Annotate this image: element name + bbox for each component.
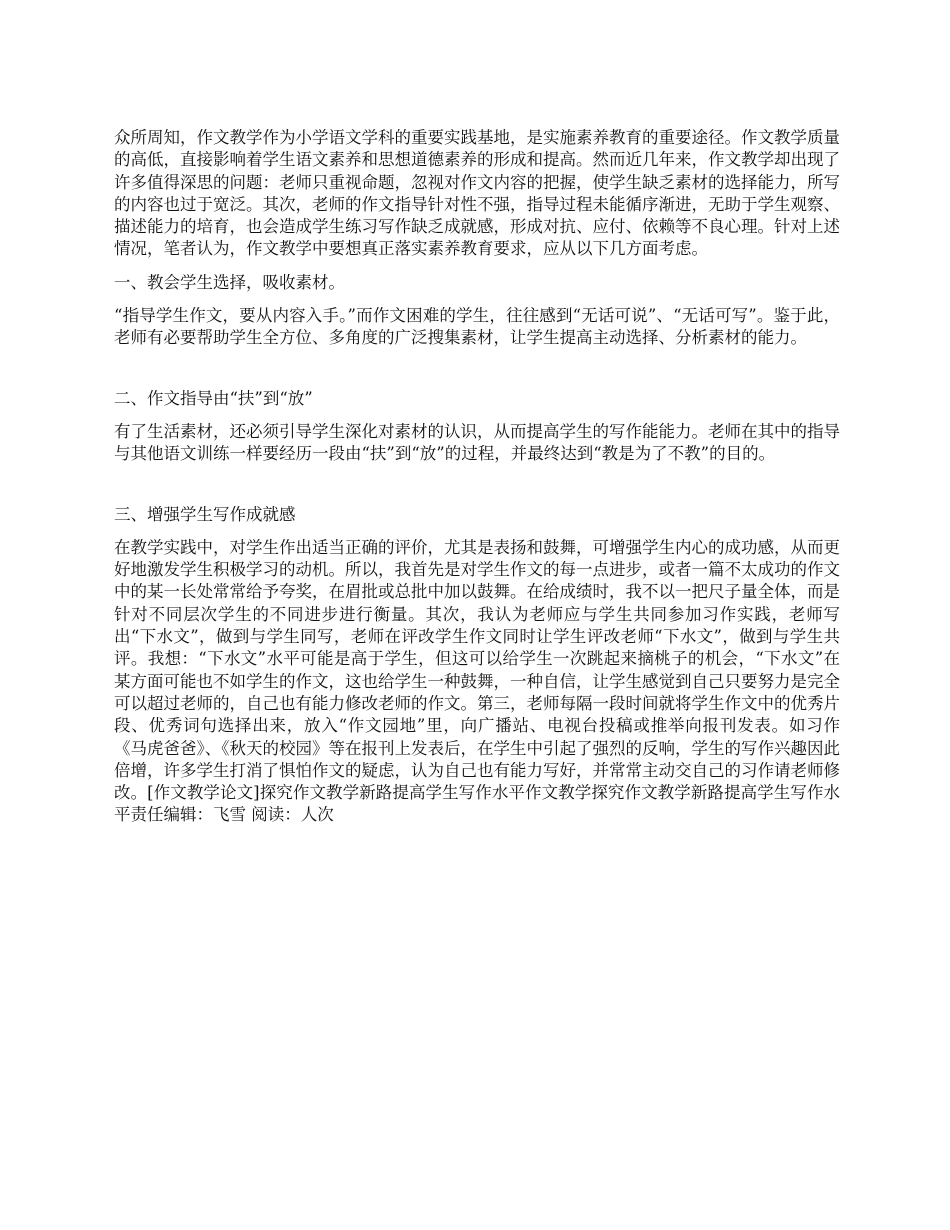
spacer bbox=[114, 261, 840, 272]
intro-paragraph: 众所周知，作文教学作为小学语文学科的重要实践基地，是实施素养教育的重要途径。作文教学质量的高低，直接影响着学生语文素养和思想道德素养的形成和提高。然而近几年来，作文教学却出现了许多值得深思的问题：老师只重视命题，忽视对作文内容的把握，使学生缺乏素材的选择能力，所写的内容也过于宽泛。其次，老师的作文指导针对性不强，指导过程未能循序渐进，无助于学生观察、描述能力的培育，也会造成学生练习写作缺乏成就感，形成对抗、应付、依赖等不良心理。针对上述情况，笔者认为，作文教学中要想真正落实素养教育要求，应从以下几方面考虑。 bbox=[114, 128, 840, 259]
spacer bbox=[114, 526, 840, 537]
section-2-paragraph: 有了生活素材，还必须引导学生深化对素材的认识，从而提高学生的写作能能力。老师在其中的指导与其他语文训练一样要经历一段由“扶”到“放”的过程，并最终达到“教是为了不教”的目的。 bbox=[114, 421, 840, 464]
section-1-heading: 一、教会学生选择，吸收素材。 bbox=[114, 272, 345, 292]
spacer bbox=[114, 466, 840, 504]
spacer bbox=[114, 350, 840, 388]
section-3-paragraph: 在教学实践中，对学生作出适当正确的评价，尤其是表扬和鼓舞，可增强学生内心的成功感，从而更好地激发学生积极学习的动机。所以，我首先是对学生作文的每一点进步，或者一篇不太成功的作文中的某一长处常常给予夸奖，在眉批或总批中加以鼓舞。在给成绩时，我不以一把尺子量全体，而是针对不同层次学生的不同进步进行衡量。其次，我认为老师应与学生共同参加习作实践，老师写出“下水文”，做到与学生同写，老师在评改学生作文同时让学生评改老师“下水文”，做到与学生共评。我想：“下水文”水平可能是高于学生，但这可以给学生一次跳起来摘桃子的机会，“下水文”在某方面可能也不如学生的作文，这也给学生一种鼓舞，一种自信，让学生感觉到自己只要努力是完全可以超过老师的，自己也有能力修改老师的作文。第三，老师每隔一段时间就将学生作文中的优秀片段、优秀词句选择出来，放入“作文园地”里，向广播站、电视台投稿或推举向报刊发表。如习作《马虎爸爸》、《秋天的校园》等在报刊上发表后，在学生中引起了强烈的反响，学生的写作兴趣因此倍增，许多学生打消了惧怕作文的疑虑，认为自己也有能力写好，并常常主动交自己的习作请老师修改。[作文教学论文]探究作文教学新路提高学生写作水平作文教学探究作文教学新路提高学生写作水平责任编辑：飞雪 阅读：人次 bbox=[114, 537, 840, 825]
section-3-heading: 三、增强学生写作成就感 bbox=[114, 504, 296, 524]
section-1-paragraph: “指导学生作文，要从内容入手。”而作文困难的学生，往往感到“无话可说”、“无话可写”。鉴于此，老师有必要帮助学生全方位、多角度的广泛搜集素材，让学生提高主动选择、分析素材的能力。 bbox=[114, 306, 840, 348]
spacer bbox=[114, 410, 840, 421]
document-page bbox=[114, 127, 840, 827]
section-2-heading: 二、作文指导由“扶”到“放” bbox=[114, 388, 313, 408]
spacer bbox=[114, 294, 840, 305]
